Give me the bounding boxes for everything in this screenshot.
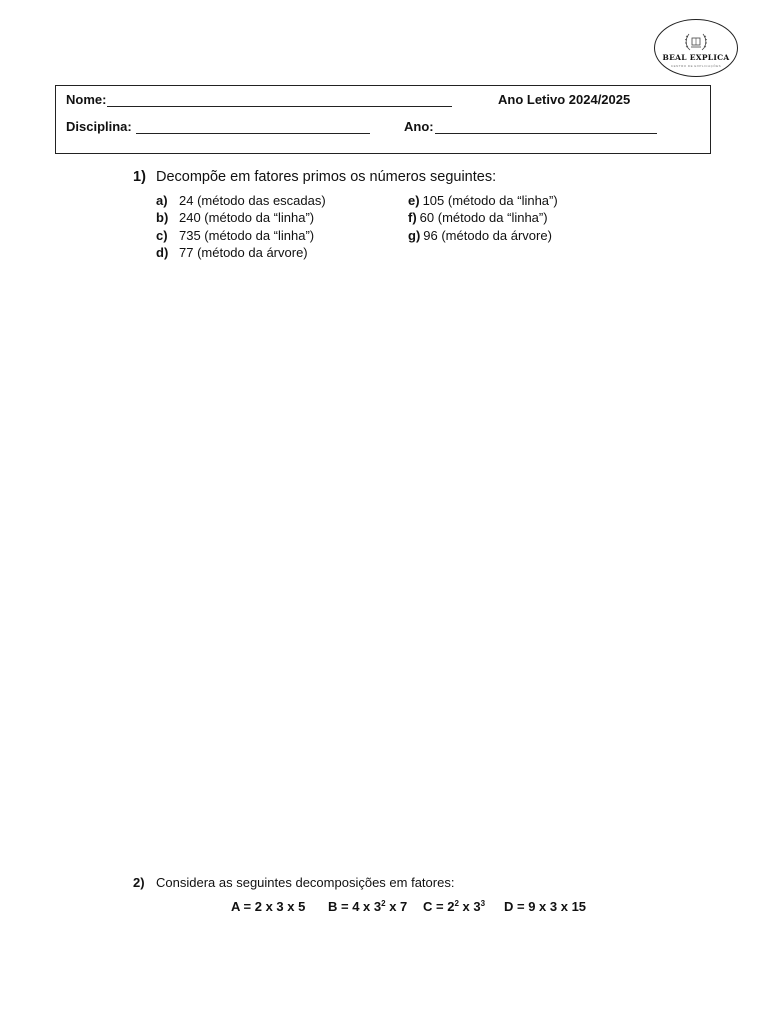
ano-label: Ano: — [404, 119, 434, 134]
formula-c-exponent-2: 3 — [480, 899, 486, 908]
item-text: 240 (método da “linha”) — [179, 210, 315, 225]
question-1-text: Decompõe em fatores primos os números seguintes: — [156, 169, 497, 185]
item-label: d) — [156, 245, 169, 260]
item-text: 60 (método da “linha”) — [419, 210, 548, 225]
formula-c-exponent-1: 2 — [454, 899, 459, 908]
formula-c-lead: C = 2 — [423, 899, 455, 914]
formula-d — [504, 899, 586, 914]
list-item — [408, 210, 548, 225]
item-text: 735 (método da “linha”) — [179, 228, 315, 243]
item-label: g) — [408, 228, 421, 243]
item-text: 77 (método da árvore) — [179, 245, 308, 260]
ano-line[interactable] — [435, 121, 657, 134]
item-label: b) — [156, 210, 169, 225]
laurel-book-icon — [681, 32, 711, 52]
formula-b — [328, 899, 407, 914]
nome-label: Nome: — [66, 92, 107, 107]
formula-b-exponent: 2 — [381, 899, 386, 908]
list-item — [408, 193, 558, 208]
ano-field[interactable] — [404, 119, 657, 134]
disciplina-label: Disciplina: — [66, 119, 132, 134]
item-text: 24 (método das escadas) — [179, 193, 326, 208]
school-year: Ano Letivo 2024/2025 — [498, 92, 631, 107]
student-info-box — [55, 85, 711, 154]
logo — [654, 19, 738, 77]
question-1-title — [133, 169, 496, 185]
item-label: e) — [408, 193, 420, 208]
formula-c-mid: x 3 — [458, 899, 481, 914]
formula-b-lead: B = 4 x 3 — [328, 899, 382, 914]
item-label: c) — [156, 228, 168, 243]
nome-field[interactable] — [66, 92, 452, 107]
question-2-title — [133, 875, 454, 890]
formula-d-text: D = 9 x 3 x 15 — [504, 899, 587, 914]
formula-a-text: A = 2 x 3 x 5 — [231, 899, 306, 914]
list-item — [408, 228, 552, 243]
logo-name: BEAL EXPLICA — [662, 53, 730, 62]
question-2-text: Considera as seguintes decomposições em fatores: — [156, 875, 455, 890]
formula-c — [423, 899, 485, 914]
item-label: f) — [408, 210, 417, 225]
disciplina-field[interactable] — [66, 119, 370, 134]
question-1-number: 1) — [133, 169, 146, 185]
question-2-number: 2) — [133, 875, 145, 890]
item-text: 105 (método da “linha”) — [422, 193, 558, 208]
item-label: a) — [156, 193, 168, 208]
list-item — [156, 228, 314, 243]
formula-a — [231, 899, 305, 914]
item-text: 96 (método da árvore) — [423, 228, 552, 243]
list-item — [156, 193, 326, 208]
disciplina-line[interactable] — [136, 121, 370, 134]
list-item — [156, 210, 314, 225]
formula-b-tail: x 7 — [385, 899, 408, 914]
list-item — [156, 245, 308, 260]
nome-line[interactable] — [107, 94, 452, 107]
logo-tagline: CENTRO DE EXPLICAÇÕES — [670, 64, 722, 68]
